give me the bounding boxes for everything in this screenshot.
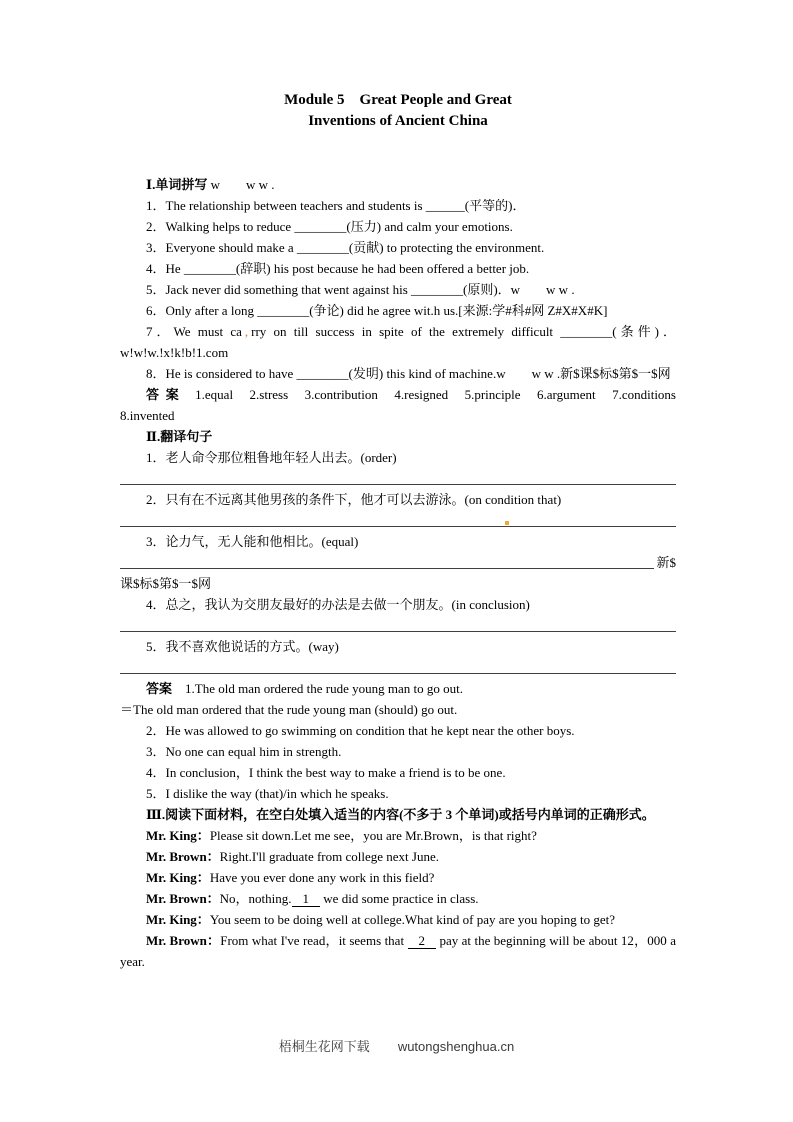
dialogue-line-3: [120, 867, 676, 888]
section2-question-3: 3．论力气，无人能和他相比。(equal): [146, 534, 359, 549]
section2-answer-2: ＝The old man ordered that the rude young man (should) go out.: [120, 702, 458, 717]
dialogue-line-2: [120, 846, 676, 867]
dialogue-text: Have you ever done any work in this field?: [209, 870, 435, 885]
dialogue-speaker: Mr. Brown：: [146, 849, 220, 864]
section2-answers: [120, 678, 676, 804]
section2-question-2: 2．只有在不远离其他男孩的条件下，他才可以去游泳。(on condition that): [146, 492, 562, 507]
section1-heading-suffix: w w w .: [207, 177, 275, 192]
answer-write-line: [120, 552, 676, 573]
write-line-rule: [120, 673, 676, 674]
section3-heading-label: Ⅲ.阅读下面材料，在空白处填入适当的内容(不多于 3 个单词)或括号内单词的正确形式。: [146, 807, 655, 822]
write-line-rule: [120, 526, 676, 527]
dialogue-speaker: Mr. King：: [146, 912, 210, 927]
watermark-text: 课$标$第$一$网: [120, 576, 212, 591]
footer-site-url: wutongshenghua.cn: [397, 1039, 515, 1054]
dialogue-speaker: Mr. Brown：: [146, 891, 220, 906]
section1-question-6: 6．Only after a long ________(争论) did he agree wit.h us.[来源:学#科#网 Z#X#X#K]: [146, 303, 608, 318]
section2-items: [120, 447, 676, 678]
section1-answers: [120, 384, 690, 426]
title-spacer: [120, 132, 676, 174]
section1-question-3: 3．Everyone should make a ________(贡献) to protecting the environment.: [146, 240, 545, 255]
write-line-rule: [120, 484, 676, 485]
dialogue-text: Please sit down.Let me see，you are Mr.Brown，is that right?: [209, 828, 537, 843]
dialogue-line-5: [120, 909, 676, 930]
section2-heading: [120, 426, 676, 447]
section1-question-2: 2．Walking helps to reduce ________(压力) and calm your emotions.: [146, 219, 513, 234]
stray-dot: [505, 521, 509, 525]
section2-answer-1: [120, 678, 676, 699]
numbered-blank-1: 1: [292, 891, 321, 907]
section3-dialogue: [120, 825, 676, 972]
write-line-rule: [120, 568, 654, 569]
section1-answer-label: 答 案: [146, 387, 181, 402]
document-content: [120, 90, 690, 972]
answer-text: 1.The old man ordered the rude young man to go out.: [172, 681, 464, 696]
dialogue-text: Right.I'll graduate from college next June.: [219, 849, 439, 864]
answer-write-line: [120, 510, 676, 531]
section2-answer-6: 5．I dislike the way (that)/in which he speaks.: [146, 786, 389, 801]
section3-heading: [120, 804, 676, 825]
answer-write-line: [120, 657, 676, 678]
section2-heading-label: Ⅱ.翻译句子: [146, 429, 213, 444]
section2-answer-label: 答案: [146, 681, 173, 696]
section2-answer-4: 3．No one can equal him in strength.: [146, 744, 342, 759]
dialogue-text: You seem to be doing well at college.What kind of pay are you hoping to get?: [209, 912, 616, 927]
section1-question-4: 4．He ________(辞职) his post because he had been offered a better job.: [146, 261, 530, 276]
title-line-1: Module 5 Great People and Great: [284, 92, 512, 108]
document-title: [120, 90, 676, 132]
dialogue-line-4: [120, 888, 676, 909]
section1-questions: [120, 195, 676, 384]
dialogue-text: we did some practice in class.: [320, 891, 479, 906]
section1-question-5: 5．Jack never did something that went against his ________(原则)．w w w .: [146, 282, 575, 297]
section2-question-1: 1．老人命令那位粗鲁地年轻人出去。(order): [146, 450, 397, 465]
section1-question-8: 8．He is considered to have ________(发明) this kind of machine.w w w .新$课$标$第$一$网: [146, 366, 671, 381]
dialogue-speaker: Mr. Brown：: [146, 933, 221, 948]
write-line-rule: [120, 631, 676, 632]
dialogue-line-6: [120, 930, 676, 972]
dialogue-text: pay at the beginning will be about 12，000 a year.: [120, 933, 676, 969]
dialogue-speaker: Mr. King：: [146, 870, 210, 885]
page-footer: [0, 1036, 793, 1057]
section1-heading: [120, 174, 676, 195]
section2-answer-3: 2．He was allowed to go swimming on condition that he kept near the other boys.: [146, 723, 575, 738]
title-line-2: Inventions of Ancient China: [308, 113, 488, 129]
section2-question-4: 4．总之，我认为交朋友最好的办法是去做一个朋友。(in conclusion): [146, 597, 530, 612]
question-text: rry on till success in spite of the extremely difficult ________(条件)．w!w!w.!x!k!b!1.com: [120, 324, 677, 360]
section1-question-7: [120, 321, 676, 363]
footer-site-name: 梧桐生花网下载: [278, 1039, 370, 1054]
section1-question-1: 1．The relationship between teachers and students is ______(平等的)．: [146, 198, 526, 213]
watermark-text: 新$: [656, 555, 676, 570]
answer-write-line: [120, 468, 676, 489]
numbered-blank-2: 2: [408, 933, 437, 949]
answer-write-line: [120, 615, 676, 636]
dialogue-line-1: [120, 825, 676, 846]
dialogue-text: From what I've read，it seems that: [220, 933, 408, 948]
dialogue-text: No，nothing.: [219, 891, 292, 906]
highlighted-comma: ,: [244, 324, 249, 339]
section1-answer-values: 1.equal 2.stress 3.contribution 4.resigned 5.principle 6.argument 7.conditions 8.invented: [120, 387, 690, 423]
question-text: 7．We must ca: [146, 324, 242, 339]
section1-heading-label: Ⅰ.单词拼写: [146, 177, 208, 192]
section2-answer-5: 4．In conclusion，I think the best way to make a friend is to be one.: [146, 765, 506, 780]
dialogue-speaker: Mr. King：: [146, 828, 210, 843]
section2-question-5: 5．我不喜欢他说话的方式。(way): [146, 639, 339, 654]
